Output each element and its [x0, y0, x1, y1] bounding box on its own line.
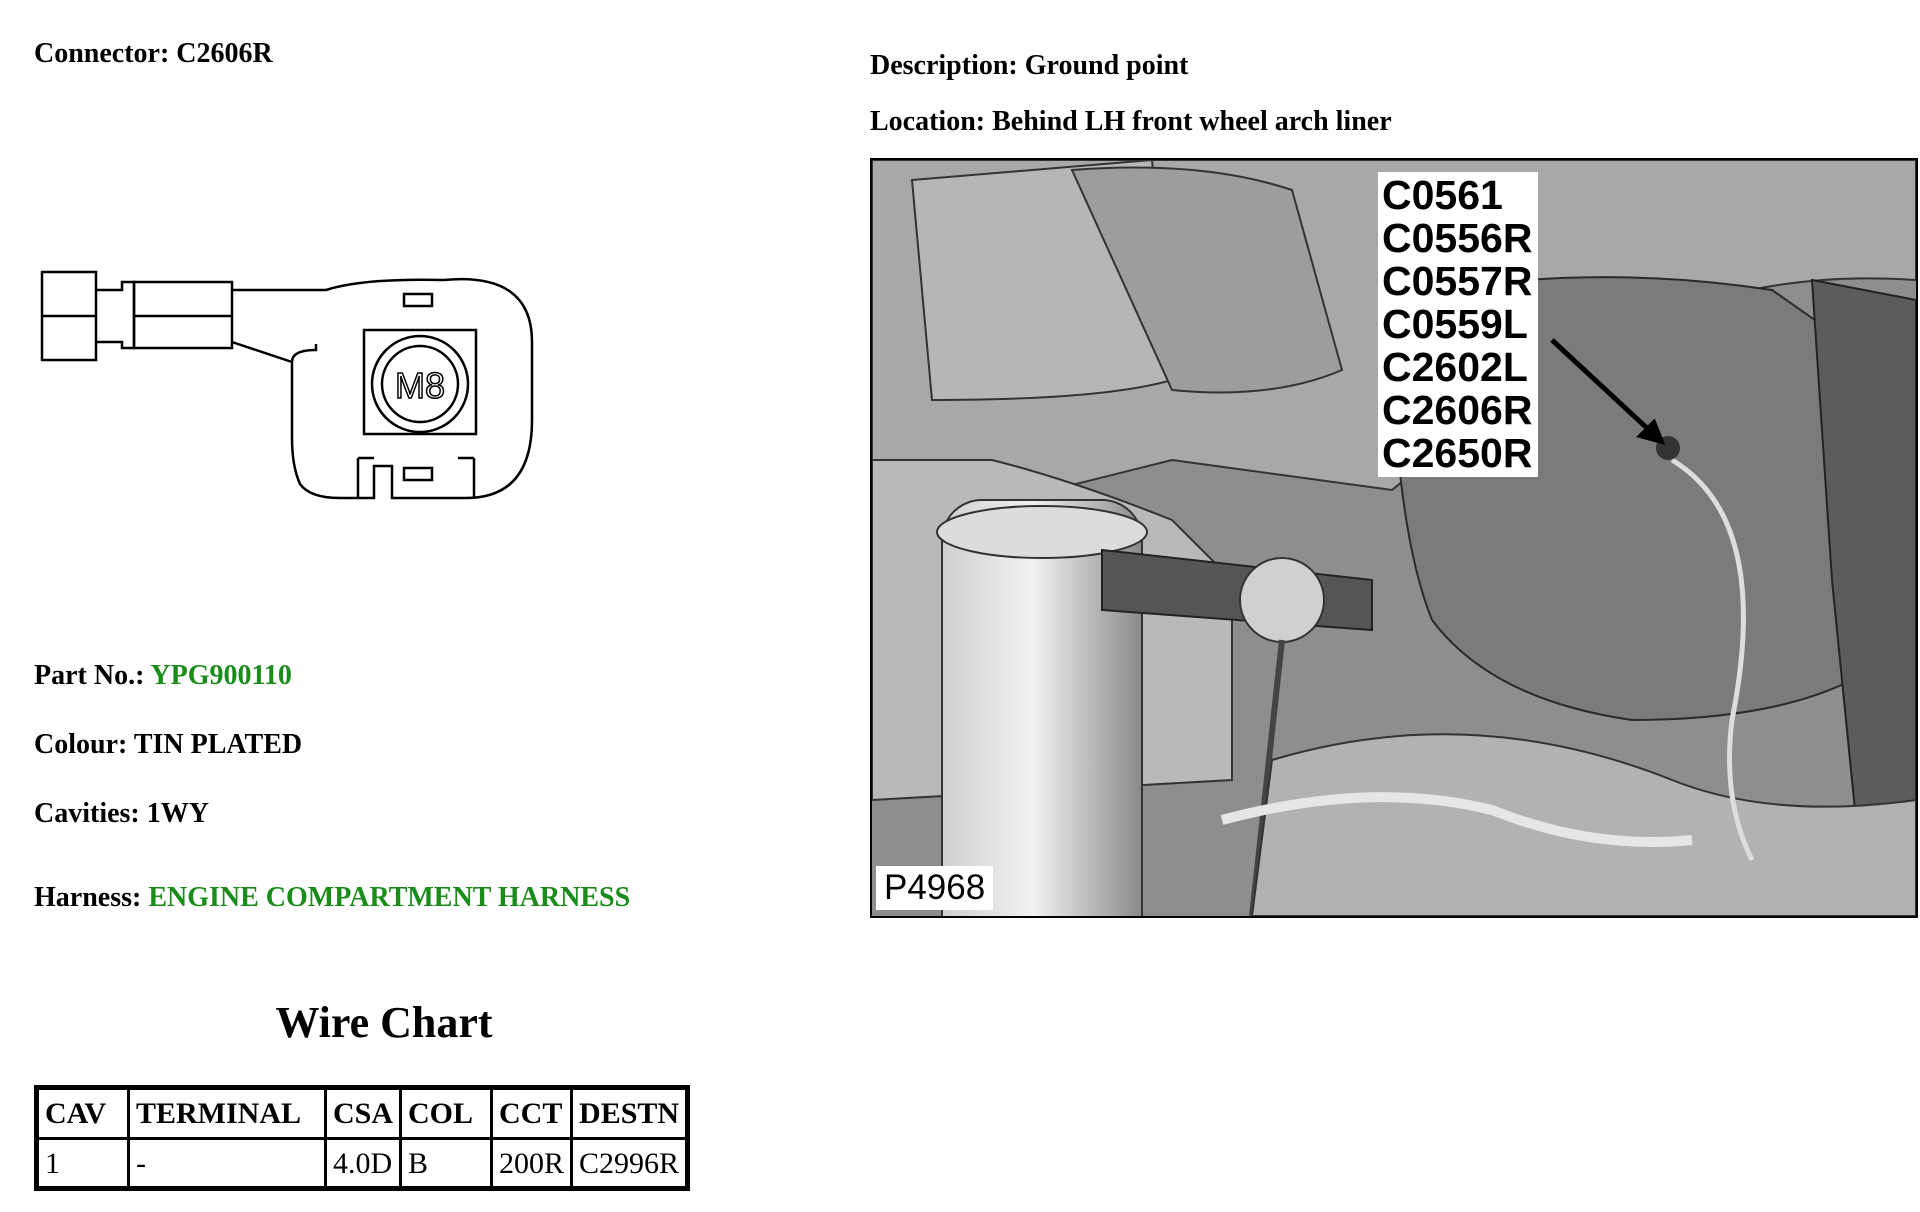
- part-number-value: YPG900110: [150, 660, 292, 691]
- callout-item: C0561: [1382, 172, 1503, 218]
- terminal-tab-bottom: [404, 468, 432, 480]
- terminal-tab-top: [404, 294, 432, 306]
- callout-item: C0559L: [1382, 301, 1528, 347]
- plug-neck: [96, 282, 134, 348]
- wire-chart-table: [34, 1085, 690, 1191]
- cavities-value: 1WY: [146, 798, 209, 829]
- location-value: Behind LH front wheel arch liner: [992, 106, 1392, 137]
- harness-line: [34, 884, 630, 912]
- terminal-lugs: [358, 458, 474, 498]
- table-row: [37, 1138, 688, 1189]
- col-header-cav: CAV: [37, 1088, 129, 1139]
- connector-label: Connector:: [34, 38, 170, 69]
- cell-col: B: [401, 1138, 492, 1189]
- colour-line: [34, 731, 302, 759]
- colour-value: TIN PLATED: [133, 729, 303, 760]
- callout-item: C2650R: [1382, 430, 1533, 476]
- location-line: [870, 108, 1392, 136]
- connector-heading: [34, 40, 273, 68]
- bolt-size-text: M8: [394, 365, 446, 406]
- cell-csa: 4.0D: [326, 1138, 401, 1189]
- callout-item: C0557R: [1382, 258, 1533, 304]
- colour-label: Colour:: [34, 729, 128, 760]
- photo-reference-id: P4968: [876, 866, 993, 910]
- connector-callout-list: [1378, 172, 1538, 477]
- description-value: Ground point: [1024, 50, 1189, 81]
- cell-cct: 200R: [492, 1138, 572, 1189]
- location-label: Location:: [870, 106, 986, 137]
- cavities-line: [34, 800, 209, 828]
- col-header-csa: CSA: [326, 1088, 401, 1139]
- callout-item: C0556R: [1382, 215, 1533, 261]
- part-number-line: [34, 662, 292, 690]
- harness-value: ENGINE COMPARTMENT HARNESS: [148, 882, 631, 913]
- wire-chart-title: Wire Chart: [275, 998, 493, 1047]
- col-header-terminal: TERMINAL: [129, 1088, 326, 1139]
- cell-terminal: -: [129, 1138, 326, 1189]
- description-line: [870, 52, 1188, 80]
- cell-destn: C2996R: [572, 1138, 688, 1189]
- part-number-label: Part No.:: [34, 660, 145, 691]
- col-header-cct: CCT: [492, 1088, 572, 1139]
- harness-label: Harness:: [34, 882, 142, 913]
- description-label: Description:: [870, 50, 1018, 81]
- callout-item: C2602L: [1382, 344, 1528, 390]
- col-header-col: COL: [401, 1088, 492, 1139]
- col-header-destn: DESTN: [572, 1088, 688, 1139]
- cell-cav: 1: [37, 1138, 129, 1189]
- connector-value: C2606R: [176, 38, 273, 69]
- connector-drawing: [34, 262, 544, 512]
- cavities-label: Cavities:: [34, 798, 140, 829]
- table-header-row: [37, 1088, 688, 1139]
- callout-item: C2606R: [1382, 387, 1533, 433]
